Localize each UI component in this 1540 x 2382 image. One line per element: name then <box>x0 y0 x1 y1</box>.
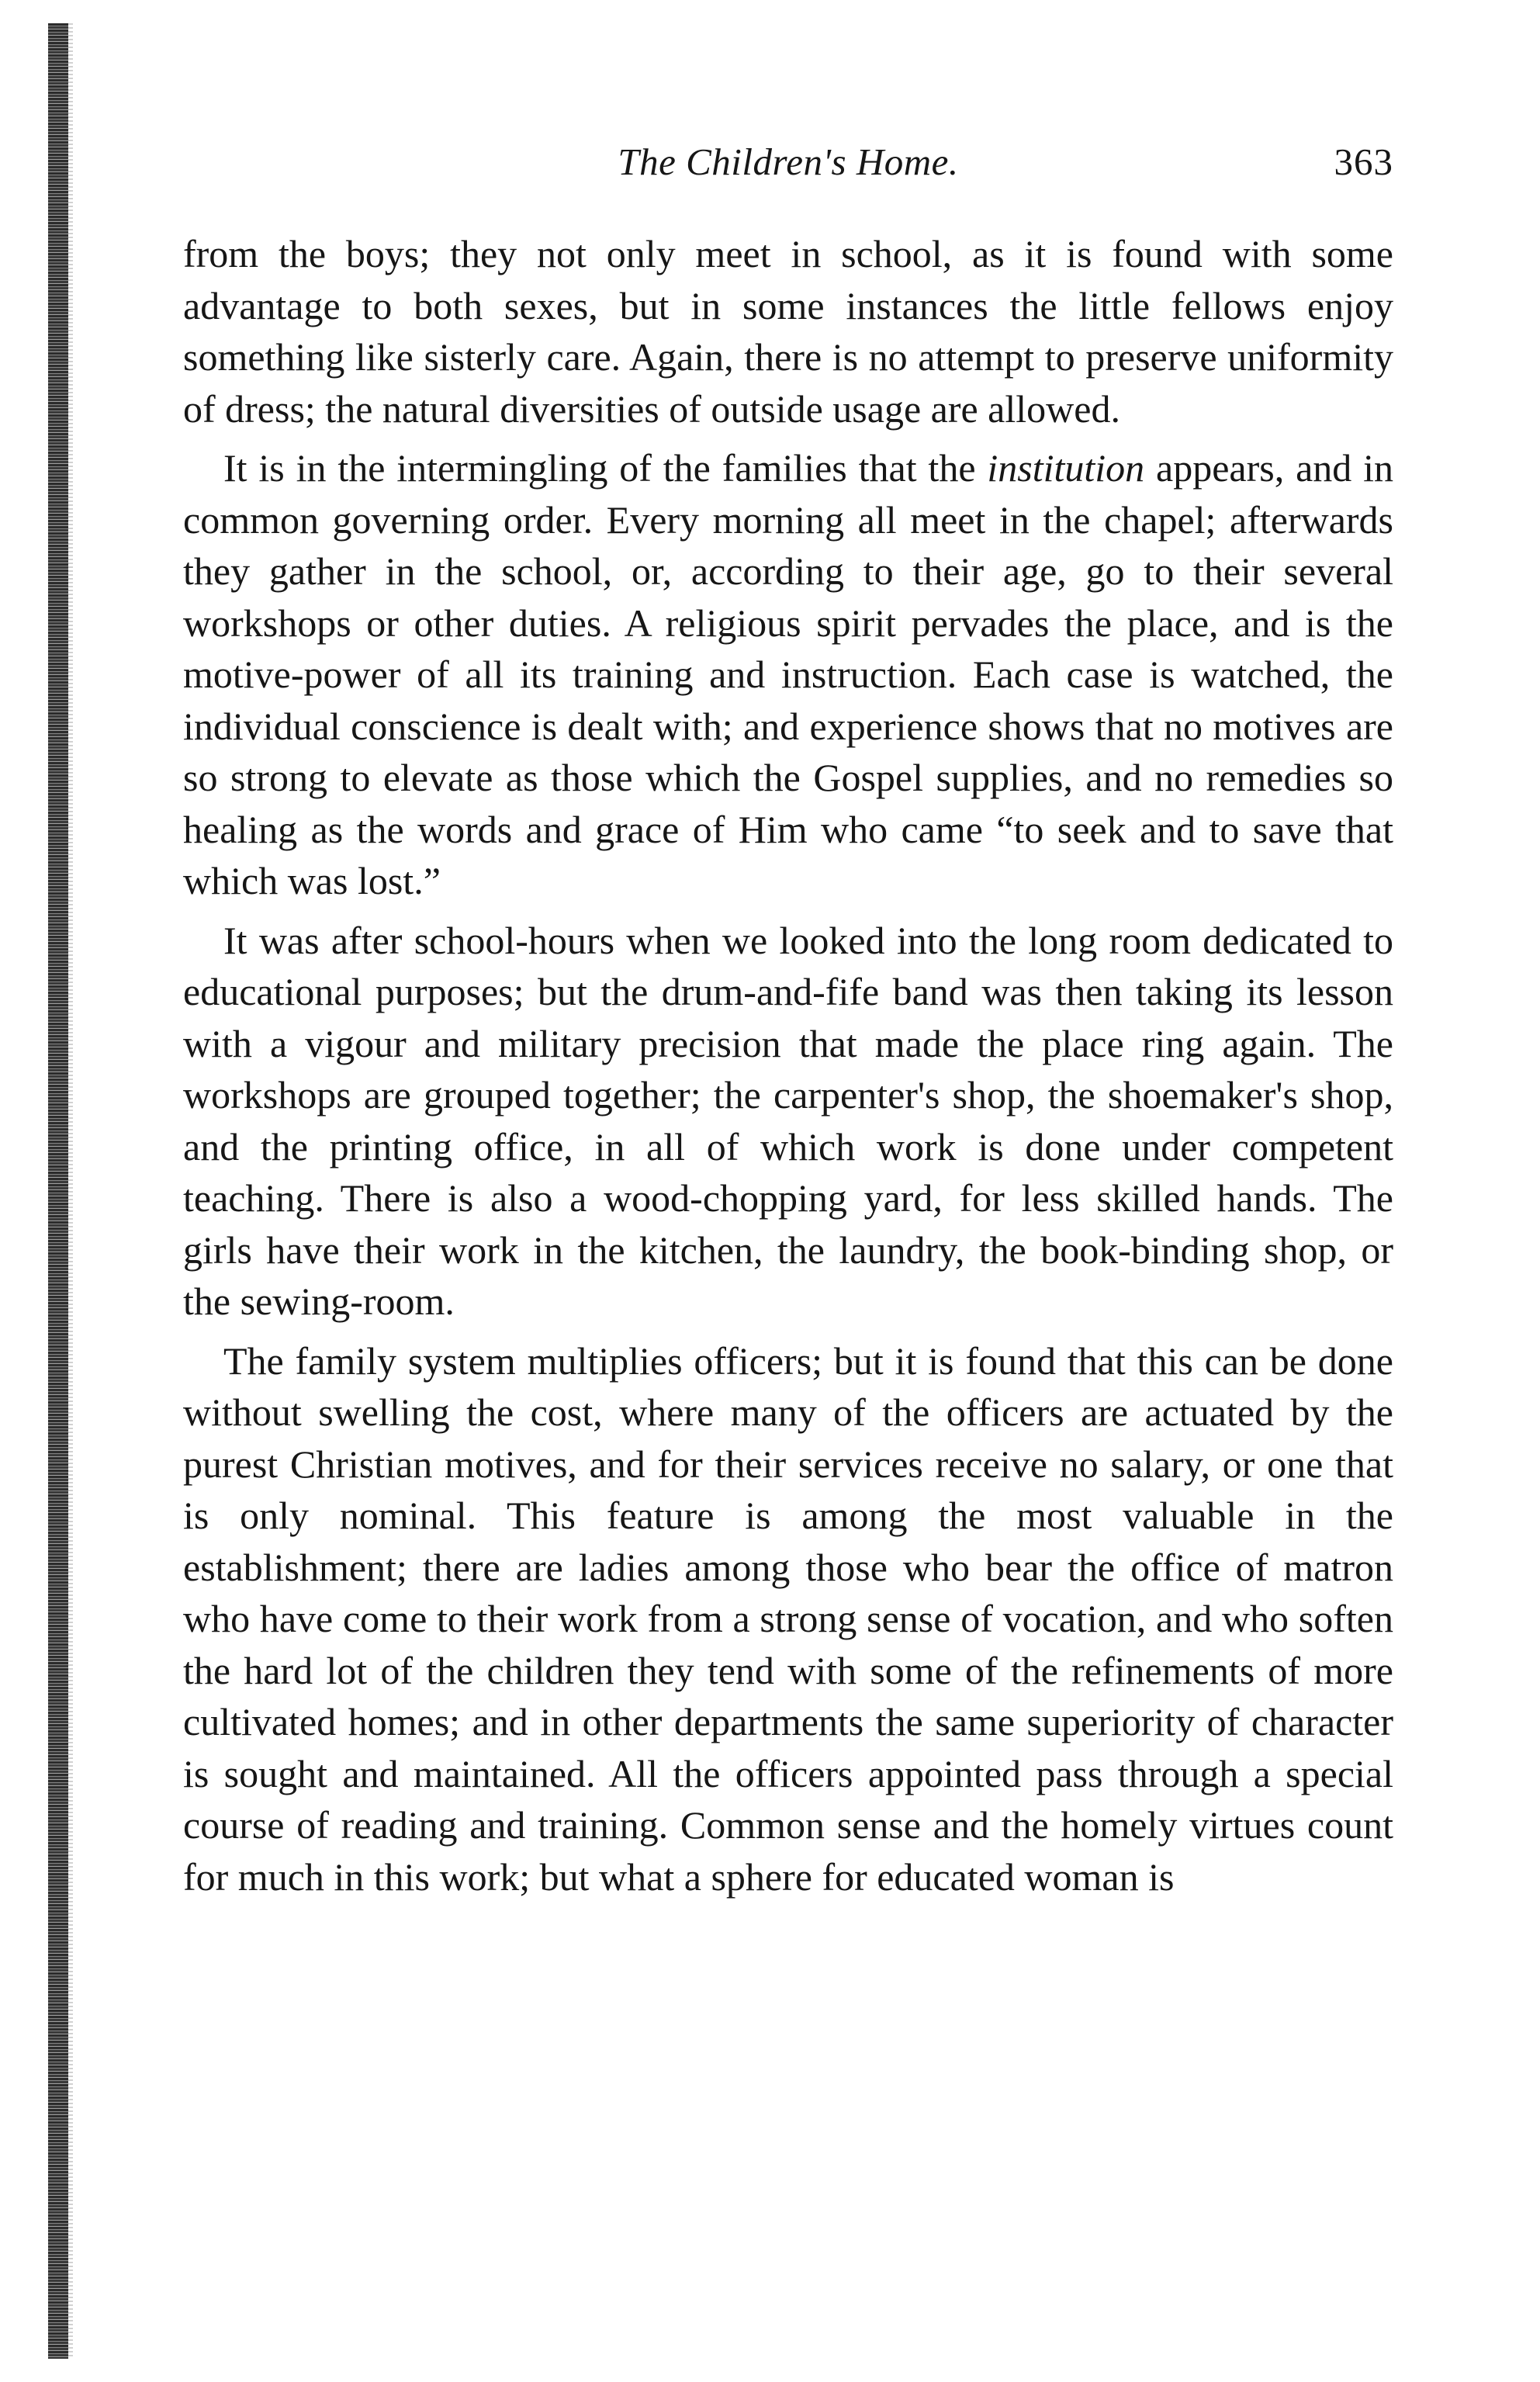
paragraph-3-text: It was after school-hours when we looked into the long room dedicated to educational purposes; but the drum-and-fife band was then taking its lesson with a vigour and military precision that made the place ring again. The workshops are grouped together; the carpenter's shop, the shoemaker's shop, and the printing office, in all of which work is done under competent teaching. There is also a wood-chopping yard, for less skilled hands. The girls have their work in the kitchen, the laundry, the book-binding shop, or the sewing-room. <box>183 918 1393 1323</box>
paragraph-2-text-start: It is in the intermingling of the families that the <box>223 446 988 490</box>
paragraph-3 <box>183 915 1393 1328</box>
page-number: 363 <box>1334 140 1393 183</box>
body-text <box>183 228 1393 1902</box>
running-title: The Children's Home. <box>618 140 959 183</box>
paragraph-2 <box>183 442 1393 907</box>
italic-word-institution: institution <box>987 446 1145 490</box>
paragraph-1 <box>183 228 1393 435</box>
book-page <box>183 140 1393 1902</box>
paragraph-4-text: The family system multiplies officers; but it is found that this can be done without swelling the cost, where many of the officers are actuated by the purest Christian motives, and for their services receive no salary, or one that is only nominal. This feature is among the most valuable in the establishment; there are ladies among those who bear the office of matron who have come to their work from a strong sense of vocation, and who soften the hard lot of the children they tend with some of the refinements of more cultivated homes; and in other departments the same superiority of character is sought and maintained. All the officers appointed pass through a special course of reading and training. Common sense and the homely virtues count for much in this work; but what a sphere for educated woman is <box>183 1338 1393 1899</box>
paragraph-1-text: from the boys; they not only meet in school, as it is found with some advantage to both sexes, but in some instances the little fellows enjoy something like sisterly care. Again, there is no attempt to preserve uniformity of dress; the natural diversities of outside usage are allowed. <box>183 232 1393 431</box>
page-binding-edge <box>48 23 68 2359</box>
paragraph-2-text-end: appears, and in common governing order. Every morning all meet in the chapel; afterwards they gather in the school, or, according to their age, go to their several workshops or other duties. A religious spirit pervades the place, and is the motive-power of all its training and instruction. Each case is watched, the individual conscience is dealt with; and experience shows that no motives are so strong to elevate as those which the Gospel supplies, and no remedies so healing as the words and grace of Him who came “to seek and to save that which was lost.” <box>183 446 1393 902</box>
paragraph-4 <box>183 1335 1393 1903</box>
running-head <box>183 140 1393 202</box>
